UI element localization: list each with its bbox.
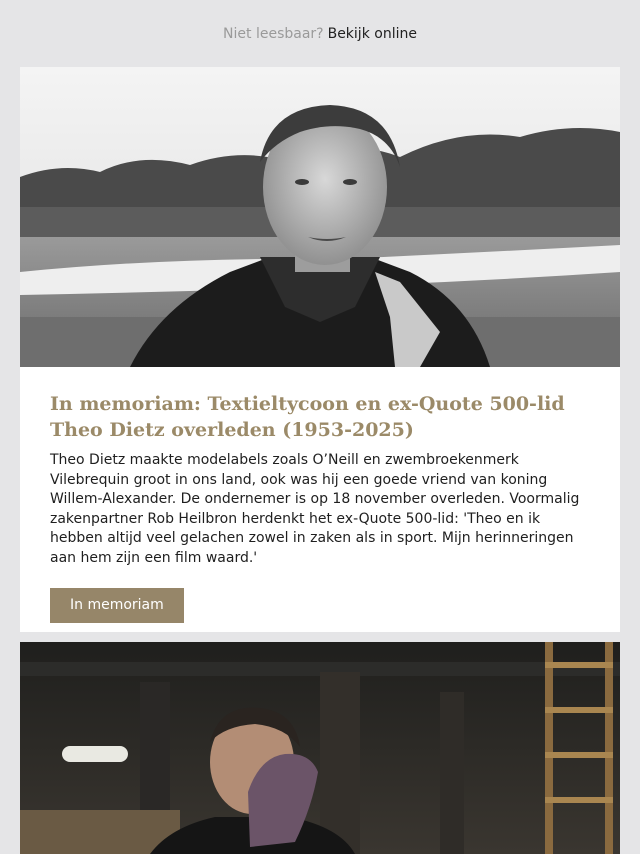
workshop-portrait-image (20, 642, 620, 854)
article-card-2 (20, 642, 620, 854)
article-photo[interactable] (20, 67, 620, 367)
not-readable-text: Niet leesbaar? (223, 25, 324, 42)
preheader (0, 0, 640, 67)
article-photo-2[interactable] (20, 642, 620, 854)
article-headline[interactable]: In memoriam: Textieltycoon en ex-Quote 500-lid Theo Dietz overleden (1953-2025) (50, 393, 565, 441)
article-card (20, 67, 620, 632)
portrait-image (20, 67, 620, 367)
article-content (20, 367, 620, 623)
view-online-link[interactable]: Bekijk online (327, 25, 417, 42)
article-summary: Theo Dietz maakte modelabels zoals O’Neill en zwembroekenmerk Vilebrequin groot in ons land, ook was hij een goede vriend van koning Willem-Alexander. De ondernemer is op 18 november overleden. Voormalig zakenpartner Rob Heilbron herdenkt het ex-Quote 500-lid: 'Theo en ik hebben altijd veel gelachen zowel in zaken als in sport. Mijn herinneringen aan hem zijn een film waard.' (50, 452, 580, 566)
in-memoriam-button[interactable]: In memoriam (50, 588, 184, 623)
